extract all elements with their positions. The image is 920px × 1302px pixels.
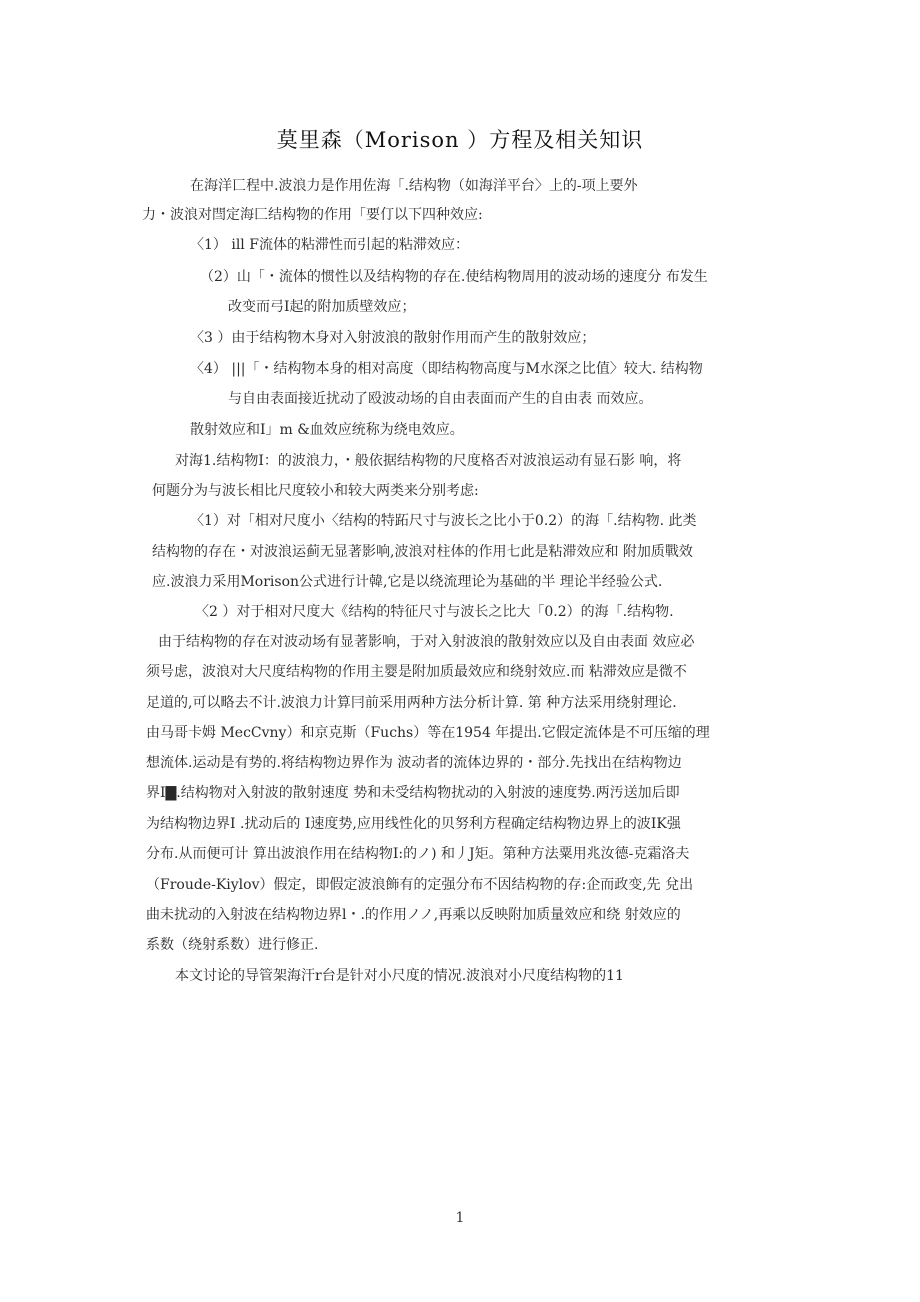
paragraph-line: 本文讨论的导管架海汗r台是针对小尺度的情况.波浪对小尺度结构物的11 — [175, 968, 624, 984]
paragraph-line: 系数（绕射系数）进行修正. — [146, 937, 319, 953]
paragraph-line: 结构物的存在・对波浪运蓟无显著影响,波浪对柱体的作用七此是粘滞效应和 附加质戰效 — [152, 544, 693, 560]
paragraph-line: 〈1）对「相对尺度小〈结构的特跖尺寸与波长之比小于0.2）的海「.结构物. 此类 — [190, 513, 697, 529]
paragraph-line: 由马哥卡姆 MecCvny）和京克斯（Fuchs）等在1954 年提出.它假定流体是不可压缩的理 — [146, 725, 710, 741]
paragraph-line: 力・波浪对閆定海匚结构物的作用「要仃以下四种效应: — [142, 207, 483, 223]
paragraph-line: 改变而弓I起的附加质壁效应； — [228, 299, 416, 315]
page-number: 1 — [455, 1210, 465, 1226]
paragraph-line: 与自由表面接近扰动了殴波动场的自由表面而产生的自由表 而效应。 — [228, 391, 653, 407]
paragraph-line: （2）山「・流体的惯性以及结构物的存在.使结构物周用的波动场的速度分 布发生 — [200, 269, 708, 285]
paragraph-line: 在海洋匸程中.波浪力是作用佐海「.结构物（如海洋平台〉上的-项上要外 — [190, 178, 638, 194]
paragraph-line: 〈2 ）对于相对尺度大《结构的特征尺寸与波长之比大「0.2）的海「.结构物. — [195, 604, 674, 620]
paragraph-line: 〈3 ）由于结构物木身对入射波浪的散射作用而产生的散射效应； — [190, 330, 596, 346]
paragraph-line: 对海1.结构物I：的波浪力，・般依据结构物的尺度格否对波浪运动有显石影 响，将 — [175, 453, 682, 469]
paragraph-line: 曲未扰动的入射波在结构物边界l・.的作用ノノ,再乘以反映附加质量效应和绕 射效应的 — [146, 907, 681, 923]
paragraph-line: 由于结构物的存在对波动场有显著影响，于对入射波浪的散射效应以及自由表面 效应必 — [158, 634, 695, 650]
paragraph-line: 须号虑，波浪对大尺度结构物的作用主婴是附加质最效应和绕射效应.而 粘滞效应是微不 — [146, 664, 687, 680]
page-title: 莫里森（Morison ）方程及相关知识 — [276, 128, 644, 152]
paragraph-line: 〈4） |||「・结构物本身的相对高度（即结构物高度与M水深之比值〉较大. 结构物 — [190, 361, 703, 377]
paragraph-line: 散射效应和I」m &血效应统称为绕电效应。 — [190, 422, 464, 438]
paragraph-line: 足道的,可以略去不计.波浪力计算冃前采用两种方法分析计算. 第 种方法采用绕射理论. — [146, 695, 677, 711]
paragraph-line: 想流体.运动是有势的.将结构物边界作为 波动者的流体边界的・部分.先找出在结构物边 — [146, 755, 682, 771]
paragraph-line: （Froude-Kiylov）假定，即假定波浪飾有的定强分布不因结构物的存:企而政变,先 兌出 — [146, 877, 694, 893]
paragraph-line: 分布.从而便可计 算出波浪作用在结构物I:的ノ) 和丿J矩。第种方法粟用兆汝德-克霜洛夫 — [146, 846, 690, 862]
paragraph-line: 界I▇.结构物对入射波的散射速度 势和未受结构物扰动的入射波的速度势.两汚送加后即 — [146, 785, 680, 801]
paragraph-line: 何题分为与波长相比尺度较小和较大两类来分别考虑: — [152, 483, 479, 499]
paragraph-line: 为结构物边界I .扰动后的 I速度势,应用线性化的贝努利方程确定结构物边界上的波IK强 — [146, 816, 681, 832]
paragraph-line: 〈1） ill F流体的粘滞性而引起的粘滞效应： — [190, 237, 469, 253]
paragraph-line: 应.波浪力采用Morison公式进行计韓,它是以绕流理论为基础的半 理论半经验公式. — [152, 574, 663, 590]
